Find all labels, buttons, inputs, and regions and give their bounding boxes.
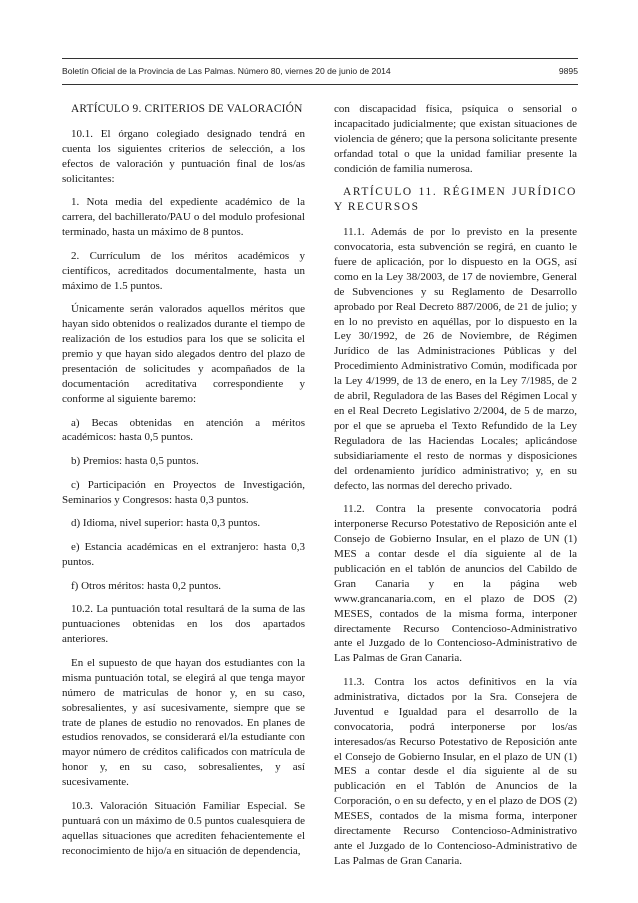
left-column	[62, 102, 305, 867]
criterion-2: 2. Currículum de los méritos académicos y científicos, acreditados documentalmente, hasta un máximo de 1.5 puntos.	[62, 249, 305, 292]
tie-break-paragraph: En el supuesto de que hayan dos estudiantes con la misma puntuación total, se elegirá al que tenga mayor número de matriculas de honor y, en su caso, sobresalientes, y así sucesivamente, siempre que se trate de planes de estudio no renovados. En planes de estudios renovados, se considerará el/la estudiante con mayor número de créditos calificados con matrícula de honor y, en su caso, sobresalientes, y así sucesivamente.	[62, 656, 305, 789]
header-top-rule	[62, 58, 578, 59]
merits-paragraph: Únicamente serán valorados aquellos méritos que hayan sido obtenidos o realizados durante el tiempo de realización de los estudios para los que se solicita el premio y que hayan sido alegados dentro del plazo de presentación de solicitudes y acompañados de la documentación acreditativa correspondiente y conforme al siguiente baremo:	[62, 303, 305, 405]
paragraph-11-3: 11.3. Contra los actos definitivos en la vía administrativa, dictados por la Sra. Consejera de Juventud e Igualdad para el desarrollo de la convocatoria, podrá interponerse por los/as interesados/as Recurso Potestativo de Reposición ante el Consejo de Gobierno Insular, en el plazo de UN (1) MES a contar desde el día siguiente al de su publicación en el Tablón de Anuncios de la Corporación, o en su defecto, y en el plazo de DOS (2) MESES, contados de la misma forma, interponer directamente Recurso Contencioso-Administrativo ante el Juzgado de lo Contencioso-Administrativo de Las Palmas de Gran Canaria.	[334, 676, 577, 867]
paragraph-10-2: 10.2. La puntuación total resultará de la suma de las puntuaciones obtenidas en los dos apartados anteriores.	[62, 603, 305, 646]
paragraph-11-2: 11.2. Contra la presente convocatoria podrá interponerse Recurso Potestativo de Reposición ante el Consejo de Gobierno Insular, en el plazo de UN (1) MES a contar desde el día siguiente al de la publicación en el tablón de anuncios del Cabildo de Gran Canaria y en la página web www.grancanaria.com, en el plazo de DOS (2) MESES, contados de la misma forma, interponer directamente Recurso Contencioso-Administrativo ante el Juzgado de lo Contencioso-Administrativo de Las Palmas de Gran Canaria.	[334, 503, 577, 665]
page-number: 9895	[558, 66, 578, 76]
baremo-item-a: a) Becas obtenidas en atención a méritos académicos: hasta 0,5 puntos.	[62, 416, 305, 444]
baremo-item-c: c) Participación en Proyectos de Investigación, Seminarios y Congresos: hasta 0,3 puntos.	[62, 478, 305, 506]
header-bottom-rule	[62, 84, 578, 85]
baremo-item-b: b) Premios: hasta 0,5 puntos.	[71, 455, 199, 468]
paragraph-10-3-continued: con discapacidad física, psíquica o sensorial o incapacitado judicialmente; que existan situaciones de violencia de género; que la persona solicitante presente orfandad total o que la unidad familiar presente la condición de familia numerosa.	[334, 103, 577, 175]
page-header	[62, 64, 578, 80]
baremo-item-d: d) Idioma, nivel superior: hasta 0,3 puntos.	[71, 517, 261, 530]
paragraph-11-1: 11.1. Además de por lo previsto en la presente convocatoria, esta subvención se regirá, en cuanto le fuere de aplicación, por lo dispuesto en la OGS, así como en la Ley 38/2003, de 17 de noviembre, General de Subvenciones y su Reglamento de Desarrollo aprobado por Real Decreto 887/2006, de 21 de julio; y en lo no previsto en aquéllas, por lo dispuesto en la Ley 30/1992, de 26 de Noviembre, de Régimen Jurídico de las Administraciones Públicas y del Procedimiento Administrativo Común, modificada por la Ley 4/1999, de 13 de enero, en la Ley 7/1985, de 2 de abril, Reguladora de las Bases del Régimen Local y en el Real Decreto Legislativo 2/2004, de 5 de marzo, por el que se aprueba el Texto Refundido de la Ley Reguladora de las Haciendas Locales; aplicándose subsidiariamente el resto de normas y disposiciones del ordenamiento jurídico administrativo; y, en su defecto, las normas del derecho privado.	[334, 226, 577, 492]
article-11-heading: ARTÍCULO 11. RÉGIMEN JURÍDICO Y RECURSOS	[334, 186, 577, 214]
article-9-heading: ARTÍCULO 9. CRITERIOS DE VALORACIÓN	[71, 103, 303, 115]
bulletin-title: Boletín Oficial de la Provincia de Las Palmas. Número 80, viernes 20 de junio de 2014	[62, 66, 391, 76]
right-column	[334, 102, 577, 878]
paragraph-10-1: 10.1. El órgano colegiado designado tendrá en cuenta los siguientes criterios de selección, a los efectos de valoración y puntuación final de los/as solicitantes:	[62, 127, 305, 185]
paragraph-10-3: 10.3. Valoración Situación Familiar Especial. Se puntuará con un máximo de 0.5 puntos cualesquiera de aquellas situaciones que acrediten fehacientemente el reconocimiento de hijo/a en situación de dependencia,	[62, 799, 305, 857]
baremo-item-e: e) Estancia académicas en el extranjero: hasta 0,3 puntos.	[62, 541, 305, 569]
criterion-1: 1. Nota media del expediente académico de la carrera, del bachillerato/PAU o del modulo profesional terminado, hasta un máximo de 8 puntos.	[62, 196, 305, 239]
baremo-item-f: f) Otros méritos: hasta 0,2 puntos.	[71, 579, 222, 592]
